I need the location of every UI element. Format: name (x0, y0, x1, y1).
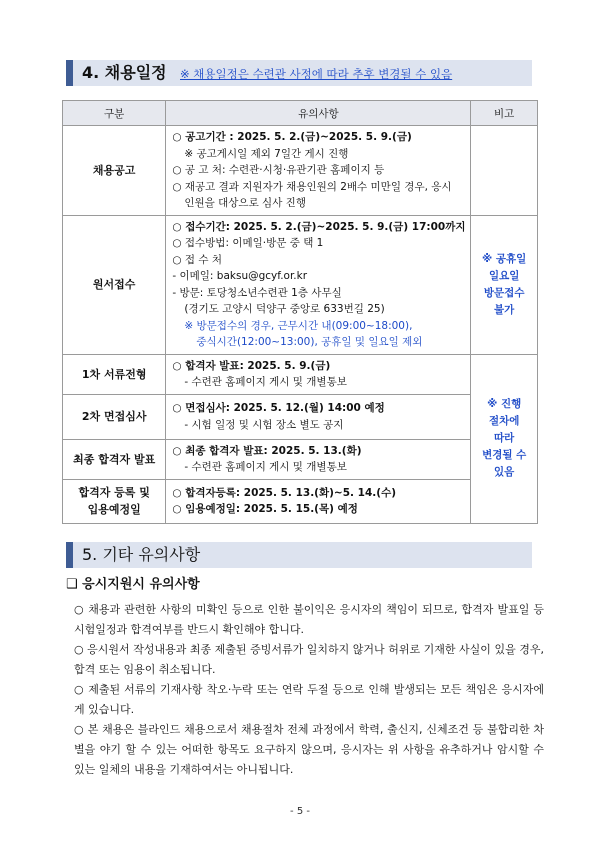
note-line: ○ 최종 합격자 발표: 2025. 5. 13.(화) (172, 444, 362, 457)
schedule-table (62, 100, 538, 524)
row-category (63, 479, 166, 523)
remark-line: ※ 진행 (487, 398, 522, 410)
remark-line: 있음 (494, 466, 515, 478)
note-line: ○ 재공고 결과 지원자가 채용인원의 2배수 미만일 경우, 응시 (172, 180, 452, 193)
row-remark (471, 215, 538, 354)
note-line: 인원을 대상으로 심사 진행 (184, 197, 306, 209)
table-row (63, 126, 538, 216)
table-row (63, 479, 538, 523)
note-line: 중식시간(12:00~13:00), 공휴일 및 일요일 제외 (196, 336, 423, 348)
notice-paragraph: ○ 채용과 관련한 사항의 미확인 등으로 인한 불이익은 응시자의 책임이 되므로, 합격자 발표일 등 시험일정과 합격여부를 반드시 확인해야 합니다. (74, 603, 544, 636)
section-accent-bar (66, 542, 73, 568)
section-5-title: 5. 기타 유의사항 (82, 545, 201, 564)
note-line: ○ 합격자등록: 2025. 5. 13.(화)~5. 14.(수) (172, 486, 397, 499)
category-line: 합격자 등록 및 (78, 486, 150, 499)
row-category: 1차 서류전형 (63, 354, 166, 394)
section-5-header (66, 542, 532, 568)
row-category: 2차 면접심사 (63, 394, 166, 439)
notice-paragraph: ○ 응시원서 작성내용과 최종 제출된 증빙서류가 일치하지 않거나 허위로 기재한 사실이 있을 경우, 합격 또는 임용이 취소됩니다. (74, 643, 544, 676)
section-4-title: 4. 채용일정 (82, 63, 167, 82)
table-header-row (63, 101, 538, 126)
note-line: - 시험 일정 및 시험 장소 별도 공지 (184, 418, 344, 431)
row-category: 최종 합격자 발표 (63, 439, 166, 479)
remark-line: 변경될 수 (482, 449, 527, 461)
note-line: ○ 면접심사: 2025. 5. 12.(월) 14:00 예정 (172, 402, 385, 414)
row-notes (166, 439, 471, 479)
table-row (63, 215, 538, 354)
section-accent-bar (66, 60, 73, 86)
row-notes (166, 354, 471, 394)
note-line: ○ 접 수 처 (172, 253, 222, 266)
note-line: ○ 접수방법: 이메일·방문 중 택 1 (172, 237, 324, 249)
note-line: - 수련관 홈페이지 게시 및 개별통보 (184, 376, 347, 388)
note-line: ○ 임용예정일: 2025. 5. 15.(목) 예정 (172, 503, 358, 515)
header-category: 구분 (63, 101, 166, 126)
note-line: ○ 합격자 발표: 2025. 5. 9.(금) (172, 359, 331, 372)
remark-line: ※ 공휴일 (482, 252, 527, 265)
row-remark-empty (471, 126, 538, 216)
row-notes (166, 215, 471, 354)
note-line: (경기도 고양시 덕양구 중앙로 633번길 25) (184, 303, 385, 315)
note-line: ※ 방문접수의 경우, 근무시간 내(09:00~18:00), (184, 319, 413, 332)
row-notes (166, 394, 471, 439)
section-4-header (66, 60, 532, 86)
header-notes: 유의사항 (166, 101, 471, 126)
page-number: - 5 - (290, 806, 310, 817)
table-row (63, 394, 538, 439)
table-row (63, 354, 538, 394)
note-line: - 이메일: baksu@gcyf.or.kr (172, 270, 308, 282)
table-row (63, 439, 538, 479)
remark-line: 따라 (494, 432, 515, 444)
note-line: ※ 공고게시일 제외 7일간 게시 진행 (184, 147, 349, 160)
note-line: - 방문: 토당청소년수련관 1층 사무실 (172, 286, 342, 299)
row-remark-lower (471, 354, 538, 523)
row-category: 원서접수 (63, 215, 166, 354)
category-line: 입용예정일 (87, 503, 141, 516)
header-remarks: 비고 (471, 101, 538, 126)
note-line: ○ 공고기간 : 2025. 5. 2.(금)~2025. 5. 9.(금) (172, 131, 412, 143)
note-line: ○ 접수기간: 2025. 5. 2.(금)~2025. 5. 9.(금) 17:00까지 (172, 220, 466, 233)
remark-line: 불가 (494, 303, 515, 316)
notice-paragraph: ○ 제출된 서류의 기재사항 착오·누락 또는 연락 두절 등으로 인해 발생되는 모든 책임은 응시자에게 있습니다. (74, 683, 544, 716)
row-notes (166, 479, 471, 523)
note-line: ○ 공 고 처: 수련관·시청·유관기관 홈페이지 등 (172, 164, 385, 176)
section-4-note: ※ 채용일정은 수련관 사정에 따라 추후 변경될 수 있음 (180, 67, 453, 81)
remark-line: 일요일 (488, 269, 520, 282)
remark-line: 절차에 (488, 415, 520, 427)
subheading: ❑ 응시지원시 유의사항 (66, 577, 200, 592)
row-category: 채용공고 (63, 126, 166, 216)
note-line: - 수련관 홈페이지 게시 및 개별통보 (184, 461, 347, 473)
row-notes (166, 126, 471, 216)
remark-line: 방문접수 (483, 286, 525, 299)
notice-paragraph: ○ 본 채용은 블라인드 채용으로서 채용절차 전체 과정에서 학력, 출신지, 신체조건 등 불합리한 차별을 야기 할 수 있는 어떠한 항목도 요구하지 않으며, 응시자는 위 사항을 유추하거나 암시할 수 있는 일체의 내용을 기재하여서는 아니됩니다. (74, 723, 544, 776)
